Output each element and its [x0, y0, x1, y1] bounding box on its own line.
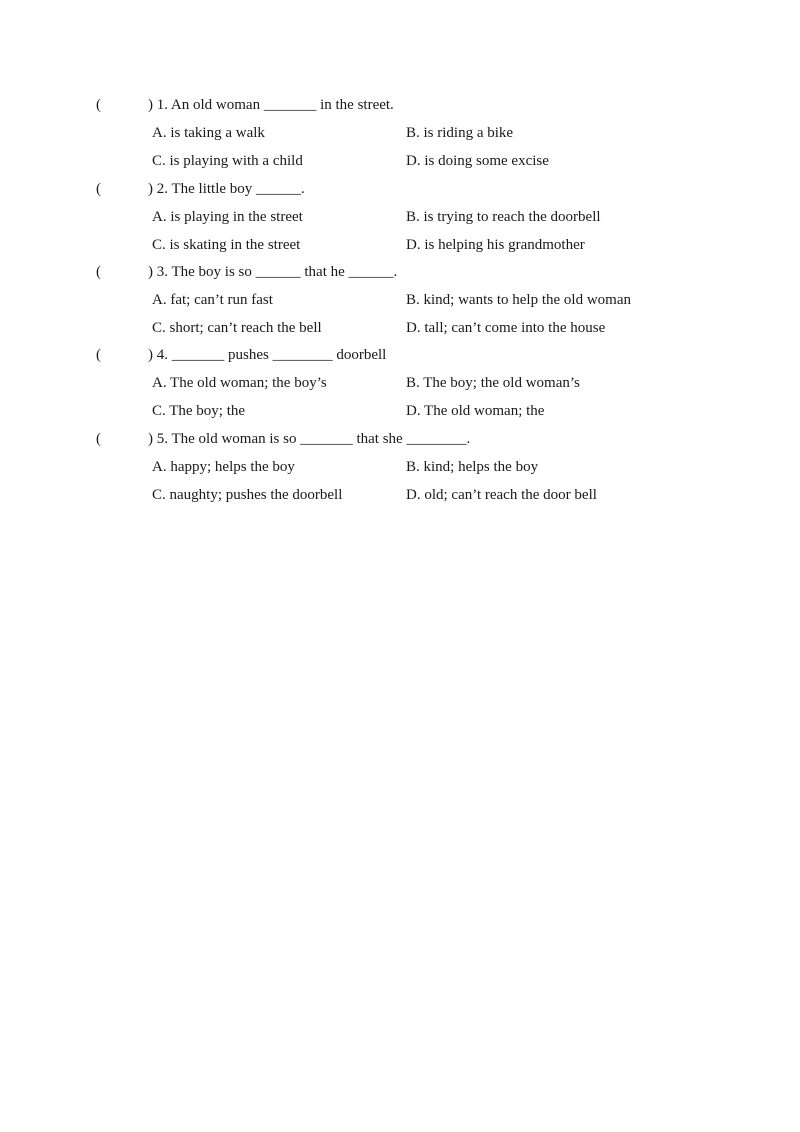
option-row — [0, 203, 800, 231]
question-stem: ) 2. The little boy ______. — [148, 181, 305, 197]
option-d[interactable]: D. is doing some excise — [406, 153, 549, 169]
option-b[interactable]: B. is riding a bike — [406, 125, 514, 141]
question-4 — [0, 341, 800, 425]
answer-bracket-open[interactable]: ( — [96, 97, 101, 113]
option-row — [0, 481, 800, 509]
option-d[interactable]: D. tall; can’t come into the house — [406, 320, 606, 336]
option-a[interactable]: A. is playing in the street — [152, 209, 303, 225]
option-c[interactable]: C. naughty; pushes the doorbell — [152, 487, 343, 503]
question-stem: ) 3. The boy is so ______ that he ______. — [148, 264, 398, 280]
option-c[interactable]: C. The boy; the — [152, 403, 246, 419]
answer-bracket-open[interactable]: ( — [96, 264, 101, 280]
option-c[interactable]: C. is playing with a child — [152, 153, 303, 169]
question-stem-line — [0, 258, 800, 286]
option-row — [0, 453, 800, 481]
option-a[interactable]: A. happy; helps the boy — [152, 459, 295, 475]
question-5 — [0, 425, 800, 509]
question-stem-line — [0, 341, 800, 369]
option-row — [0, 314, 800, 342]
question-1 — [0, 91, 800, 175]
question-stem-line — [0, 91, 800, 119]
option-b[interactable]: B. kind; wants to help the old woman — [406, 292, 631, 308]
option-c[interactable]: C. short; can’t reach the bell — [152, 320, 322, 336]
question-3 — [0, 258, 800, 342]
option-row — [0, 369, 800, 397]
option-d[interactable]: D. The old woman; the — [406, 403, 545, 419]
option-d[interactable]: D. old; can’t reach the door bell — [406, 487, 597, 503]
question-stem-line — [0, 425, 800, 453]
option-b[interactable]: B. is trying to reach the doorbell — [406, 209, 601, 225]
option-d[interactable]: D. is helping his grandmother — [406, 237, 585, 253]
option-b[interactable]: B. The boy; the old woman’s — [406, 375, 580, 391]
option-a[interactable]: A. is taking a walk — [152, 125, 265, 141]
answer-bracket-open[interactable]: ( — [96, 431, 101, 447]
option-row — [0, 231, 800, 259]
option-row — [0, 286, 800, 314]
question-2 — [0, 175, 800, 259]
answer-bracket-open[interactable]: ( — [96, 347, 101, 363]
option-a[interactable]: A. fat; can’t run fast — [152, 292, 273, 308]
question-stem: ) 5. The old woman is so _______ that she ________. — [148, 431, 471, 447]
option-b[interactable]: B. kind; helps the boy — [406, 459, 539, 475]
option-row — [0, 397, 800, 425]
question-stem: ) 4. _______ pushes ________ doorbell — [148, 347, 387, 363]
question-stem-line — [0, 175, 800, 203]
option-row — [0, 119, 800, 147]
answer-bracket-open[interactable]: ( — [96, 181, 101, 197]
option-c[interactable]: C. is skating in the street — [152, 237, 301, 253]
question-stem: ) 1. An old woman _______ in the street. — [148, 97, 394, 113]
option-row — [0, 147, 800, 175]
option-a[interactable]: A. The old woman; the boy’s — [152, 375, 327, 391]
